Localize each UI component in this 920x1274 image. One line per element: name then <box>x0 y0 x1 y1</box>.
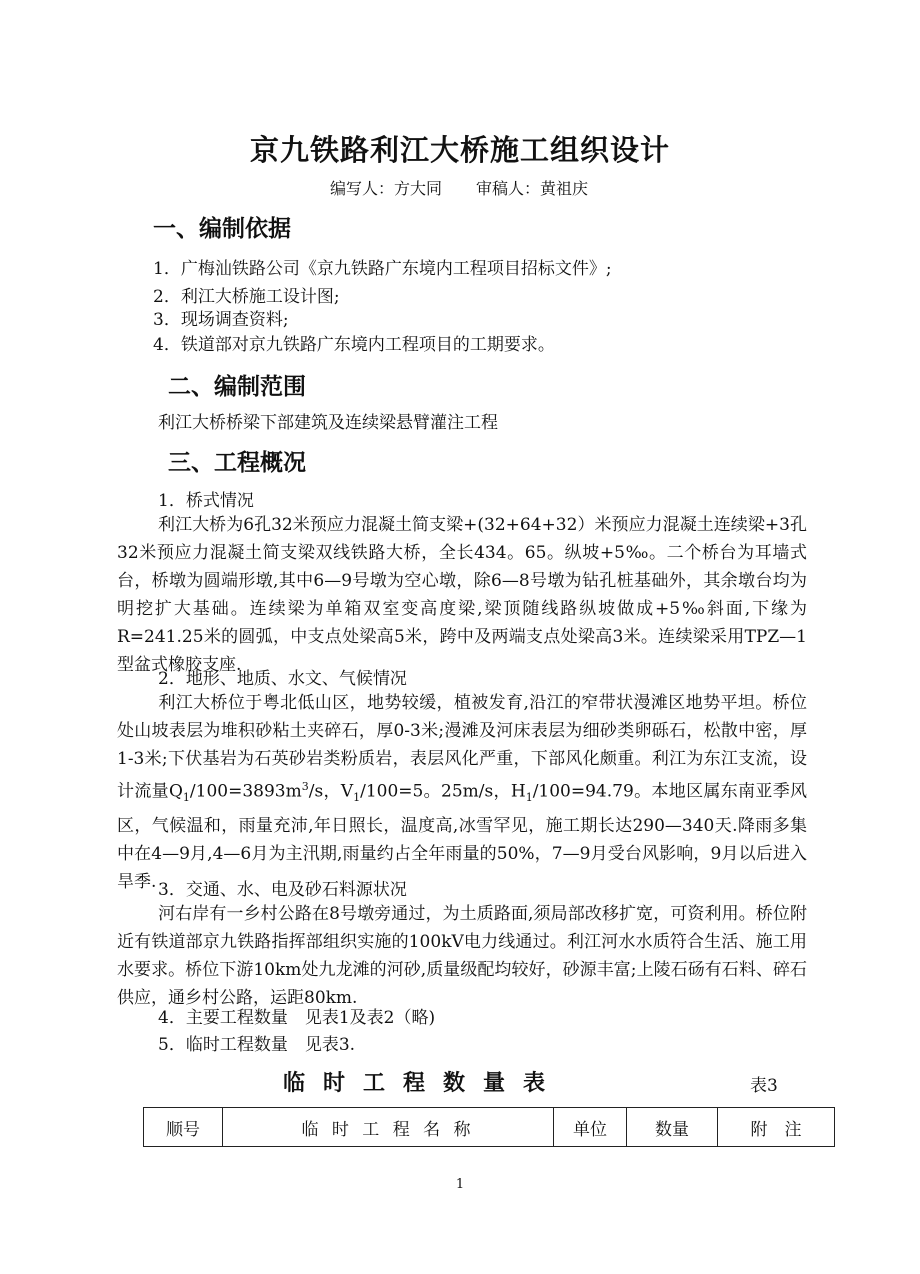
terrain-text-b: /100=3893m <box>189 781 302 802</box>
reviewer: 审稿人：黄祖庆 <box>476 179 589 198</box>
paragraph-transport <box>117 900 807 1012</box>
superscript-3: 3 <box>301 780 309 793</box>
writer: 编写人：方大同 <box>330 179 443 198</box>
section1-heading: 一、编制依据 <box>153 216 291 242</box>
header-quantity: 数量 <box>627 1108 718 1147</box>
table-number: 表3 <box>750 1076 778 1096</box>
temporary-works-table <box>143 1107 835 1147</box>
section3-heading: 三、工程概况 <box>168 450 306 476</box>
header-unit: 单位 <box>554 1108 627 1147</box>
subscript-1: 1 <box>525 791 533 805</box>
basis-item-3: 3．现场调查资料; <box>153 310 289 330</box>
header-seq: 顺号 <box>144 1108 223 1147</box>
subheading-bridge-type: 1．桥式情况 <box>158 491 254 511</box>
table-title: 临时工程数量表 <box>283 1071 564 1096</box>
basis-item-2: 2．利江大桥施工设计图; <box>153 287 340 307</box>
subheading-terrain: 2．地形、地质、水文、气候情况 <box>158 669 407 689</box>
page-number: 1 <box>455 1177 465 1192</box>
subheading-transport: 3．交通、水、电及砂石料源状况 <box>158 880 407 900</box>
main-quantities-line: 4．主要工程数量 见表1及表2（略) <box>158 1008 436 1028</box>
terrain-text-c: /s，V <box>308 781 354 802</box>
basis-item-1: 1．广梅汕铁路公司《京九铁路广东境内工程项目招标文件》; <box>153 259 612 279</box>
section2-heading: 二、编制范围 <box>168 374 306 400</box>
header-remarks: 附 注 <box>718 1108 835 1147</box>
subscript-1: 1 <box>353 791 361 805</box>
terrain-text-e: /100=94.79。本地区属东南亚季风区，气候温和，雨量充沛,年日照长，温度高,冰雪罕见，施工期长达290—340天.降雨多集中在4—9月,4—6月为主汛期,雨量约占全年雨量的50%，7—9月受台风影响，9月以后进入旱季. <box>117 781 808 893</box>
terrain-text-d: /100=5。25m/s，H <box>360 781 526 802</box>
paragraph-terrain <box>117 689 807 896</box>
scope-text: 利江大桥桥梁下部建筑及连续梁悬臂灌注工程 <box>158 413 498 433</box>
temp-quantities-line: 5．临时工程数量 见表3. <box>158 1035 356 1055</box>
document-title: 京九铁路利江大桥施工组织设计 <box>249 133 670 167</box>
basis-item-4: 4．铁道部对京九铁路广东境内工程项目的工期要求。 <box>153 335 555 355</box>
paragraph-bridge-type-text: 利江大桥为6孔32米预应力混凝土简支梁+(32+64+32）米预应力混凝土连续梁+3孔32米预应力混凝土简支梁双线铁路大桥，全长434。65。纵坡+5‰。二个桥台为耳墙式台，桥墩为圆端形墩,其中6—9号墩为空心墩，除6—8号墩为钻孔桩基础外，其余墩台均为明挖扩大基础。连续梁为单箱双室变高度梁,梁顶随线路纵坡做成+5‰斜面,下缘为R=241.25米的圆弧，中支点处梁高5米，跨中及两端支点处梁高3米。连续梁采用TPZ—1型盆式橡胶支座. <box>117 515 807 675</box>
terrain-text-a: 利江大桥位于粤北低山区，地势较缓，植被发育,沿江的窄带状漫滩区地势平坦。桥位处山坡表层为堆积砂粘土夹碎石，厚0-3米;漫滩及河床表层为细砂类卵砾石，松散中密，厚1-3米;下伏基岩为石英砂岩类粉质岩，表层风化严重，下部风化颇重。利江为东江支流，设计流量Q <box>117 693 807 802</box>
paragraph-bridge-type <box>117 511 807 679</box>
paragraph-transport-text: 河右岸有一乡村公路在8号墩旁通过，为土质路面,须局部改移扩宽，可资利用。桥位附近有铁道部京九铁路指挥部组织实施的100kV电力线通过。利江河水水质符合生活、施工用水要求。桥位下游10km处九龙滩的河砂,质量级配均较好，砂源丰富;上陵石砀有石料、碎石供应，通乡村公路，运距80km. <box>117 904 807 1008</box>
header-name: 临 时 工 程 名 称 <box>223 1108 554 1147</box>
table-header-row <box>144 1108 835 1147</box>
authors-line <box>330 176 588 199</box>
subscript-1: 1 <box>182 791 190 805</box>
